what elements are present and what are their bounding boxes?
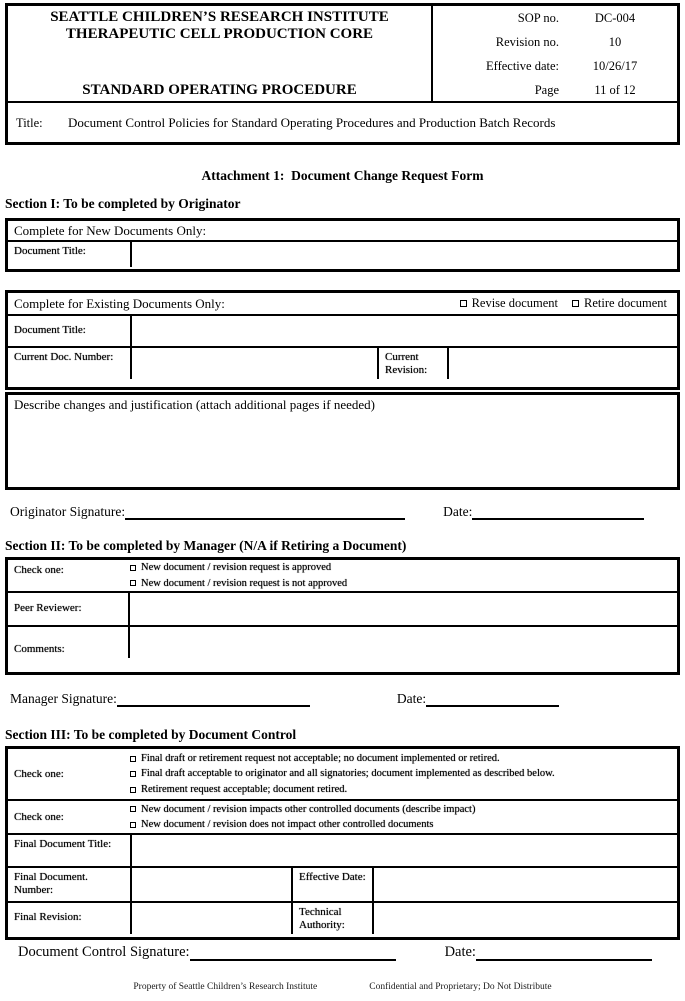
approved-checkbox[interactable] — [130, 565, 136, 571]
effective-date-label: Effective date: — [486, 59, 559, 73]
acceptable-implemented-label: Final draft acceptable to originator and all signatories; document implemented as described below. — [141, 768, 555, 780]
option-no-impact — [130, 817, 475, 833]
header-top-row — [8, 6, 677, 103]
originator-date-line[interactable] — [472, 506, 644, 520]
final-revision-field[interactable] — [132, 903, 293, 934]
manager-check-one-label: Check one: — [14, 564, 64, 576]
originator-signature-label: Originator Signature: — [10, 504, 126, 519]
acceptability-check-one-label: Check one: — [14, 768, 64, 780]
manager-table — [5, 557, 680, 675]
impacts-documents-checkbox[interactable] — [130, 806, 136, 812]
revise-document-checkbox[interactable] — [460, 300, 467, 307]
effective-date-value: 10/26/17 — [592, 59, 638, 73]
new-document-title-row — [8, 240, 677, 267]
retire-document-option — [572, 296, 667, 311]
document-control-signature-line[interactable] — [190, 947, 396, 961]
final-document-title-row — [8, 833, 677, 866]
header-title-row — [8, 103, 677, 143]
manager-option-not-approved — [130, 576, 347, 592]
option-acceptable-implemented — [130, 766, 555, 782]
final-document-number-label: Final Document. Number: — [8, 868, 132, 901]
option-impacts-documents — [130, 802, 475, 818]
peer-reviewer-row — [8, 591, 677, 625]
page-value: 11 of 12 — [594, 83, 636, 97]
manager-options — [130, 560, 347, 591]
final-document-number-row — [8, 866, 677, 901]
manager-date-line[interactable] — [426, 693, 559, 707]
no-impact-label: New document / revision does not impact other controlled documents — [141, 819, 434, 830]
manager-signature-line[interactable] — [117, 693, 310, 707]
technical-authority-field[interactable] — [374, 903, 677, 934]
meta-row-effective-date — [439, 59, 671, 73]
section1-heading: Section I: To be completed by Originator — [5, 196, 241, 211]
org-name-line1: SEATTLE CHILDREN’S RESEARCH INSTITUTE — [50, 9, 389, 25]
document-type-heading: STANDARD OPERATING PROCEDURE — [82, 82, 357, 98]
technical-authority-label: Technical Authority: — [293, 903, 374, 934]
final-effective-date-label: Effective Date: — [293, 868, 374, 901]
comments-row — [8, 625, 677, 658]
acceptable-implemented-checkbox[interactable] — [130, 771, 136, 777]
current-doc-number-row — [8, 346, 677, 379]
footer-confidential-text: Confidential and Proprietary; Do Not Distribute — [369, 982, 552, 992]
current-doc-number-label: Current Doc. Number: — [8, 348, 132, 379]
title-label: Title: — [16, 115, 43, 130]
final-revision-row — [8, 901, 677, 934]
no-impact-checkbox[interactable] — [130, 822, 136, 828]
org-name-line2: THERAPEUTIC CELL PRODUCTION CORE — [65, 26, 374, 42]
header-meta-cell — [431, 6, 677, 101]
section3-heading: Section III: To be completed by Document Control — [5, 727, 297, 742]
not-approved-checkbox[interactable] — [130, 580, 136, 586]
impact-check-row — [8, 799, 677, 833]
retirement-acceptable-label: Retirement request acceptable; document retired. — [141, 783, 348, 795]
existing-document-title-label: Document Title: — [8, 316, 132, 346]
not-acceptable-label: Final draft or retirement request not acceptable; no document implemented or retired. — [141, 752, 500, 764]
final-effective-date-field[interactable] — [374, 868, 677, 901]
existing-document-title-field[interactable] — [132, 316, 677, 346]
final-document-title-label: Final Document Title: — [8, 835, 132, 866]
not-acceptable-checkbox[interactable] — [130, 756, 136, 762]
peer-reviewer-label: Peer Reviewer: — [8, 593, 130, 625]
comments-field[interactable] — [130, 627, 677, 658]
acceptability-check-row — [8, 749, 677, 799]
sop-no-value: DC-004 — [594, 11, 636, 25]
new-document-title-field[interactable] — [132, 242, 677, 267]
meta-row-page — [439, 83, 671, 97]
new-documents-header-row — [8, 221, 677, 240]
revise-document-option — [460, 296, 558, 311]
comments-label: Comments: — [8, 627, 130, 658]
final-revision-label: Final Revision: — [8, 903, 132, 934]
approved-label: New document / revision request is approved — [141, 562, 332, 573]
document-control-date-line[interactable] — [476, 947, 652, 961]
current-doc-number-field[interactable] — [132, 348, 379, 379]
revision-no-label: Revision no. — [495, 35, 559, 49]
option-retirement-acceptable — [130, 782, 555, 798]
retire-document-checkbox[interactable] — [572, 300, 579, 307]
title-value: Document Control Policies for Standard Operating Procedures and Production Batch Records — [68, 115, 556, 131]
new-document-title-label: Document Title: — [8, 242, 132, 267]
manager-check-one-row — [8, 560, 677, 591]
meta-row-revision-no — [439, 35, 671, 49]
retire-document-label: Retire document — [584, 296, 667, 310]
originator-signature-line[interactable] — [125, 506, 405, 520]
section2-heading: Section II: To be completed by Manager (N/A if Retiring a Document) — [5, 538, 407, 553]
footer-property-text: Property of Seattle Children’s Research Institute — [133, 982, 318, 992]
describe-changes-label: Describe changes and justification (attach additional pages if needed) — [14, 397, 375, 412]
impact-check-one-label: Check one: — [14, 811, 64, 823]
describe-changes-box[interactable] — [5, 392, 680, 490]
existing-documents-table — [5, 290, 680, 390]
acceptability-options — [130, 751, 555, 798]
meta-row-sop-no — [439, 11, 671, 25]
option-not-acceptable — [130, 751, 555, 767]
header-spacer — [10, 43, 429, 82]
originator-signature-row — [10, 504, 675, 520]
peer-reviewer-field[interactable] — [130, 593, 677, 625]
page-footer — [0, 982, 685, 992]
current-revision-field[interactable] — [449, 348, 677, 379]
attachment-heading: Attachment 1: Document Change Request Form — [201, 168, 484, 183]
header-table — [5, 3, 680, 145]
revision-no-value: 10 — [608, 35, 622, 49]
new-documents-table — [5, 218, 680, 272]
existing-document-title-row — [8, 314, 677, 346]
impacts-documents-label: New document / revision impacts other controlled documents (describe impact) — [141, 803, 476, 815]
manager-signature-row — [10, 691, 675, 707]
final-document-title-field[interactable] — [132, 835, 677, 866]
retirement-acceptable-checkbox[interactable] — [130, 787, 136, 793]
manager-signature-label: Manager Signature: — [10, 691, 117, 706]
header-org-cell — [8, 6, 431, 101]
not-approved-label: New document / revision request is not approved — [141, 577, 348, 589]
sop-no-label: SOP no. — [517, 11, 559, 25]
document-control-table — [5, 746, 680, 940]
page-label: Page — [534, 83, 559, 97]
manager-option-approved — [130, 560, 347, 576]
new-documents-header: Complete for New Documents Only: — [14, 223, 207, 238]
existing-documents-header-row — [8, 293, 677, 314]
existing-doc-action-checkboxes — [460, 296, 677, 311]
document-control-date-label: Date: — [444, 944, 476, 960]
existing-documents-header: Complete for Existing Documents Only: — [14, 296, 225, 311]
document-control-signature-row — [18, 944, 675, 961]
document-control-signature-label: Document Control Signature: — [18, 944, 190, 960]
originator-date-label: Date: — [443, 504, 473, 519]
final-document-number-field[interactable] — [132, 868, 293, 901]
current-revision-label: Current Revision: — [379, 348, 449, 379]
impact-options — [130, 802, 475, 833]
revise-document-label: Revise document — [471, 296, 559, 310]
manager-date-label: Date: — [396, 691, 427, 706]
